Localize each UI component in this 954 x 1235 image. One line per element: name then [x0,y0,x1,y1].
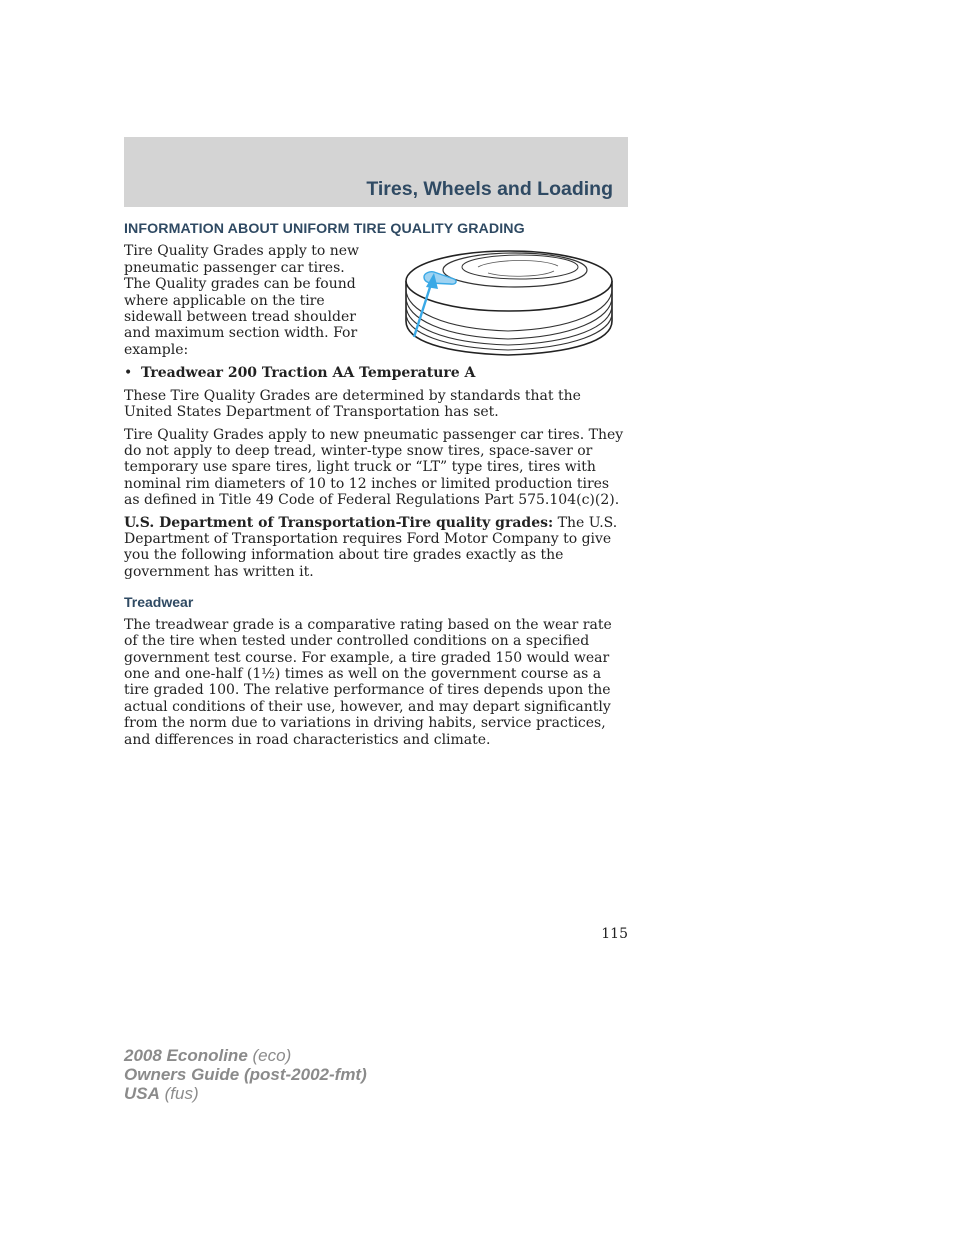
intro-row [124,243,628,361]
footer-line: USA (fus) [124,1084,199,1103]
footer-line: 2008 Econoline (eco) [124,1046,292,1065]
page-content [124,221,628,754]
example-grade-list [124,365,628,381]
treadwear-heading: Treadwear [124,594,194,611]
treadwear-paragraph: The treadwear grade is a comparative rating based on the wear rate of the tire when tested under controlled conditions on a specified government test course. For example, a tire graded 150 would wear one and one-half (1½) times as well on the government course as a tire graded 100. The relative performance of tires depends upon the actual conditions of their use, however, and may depart significantly from the norm due to variations in driving habits, service practices, and differences in road characteristics and climate. [124,616,612,748]
chapter-header [124,137,628,207]
body-paragraph: These Tire Quality Grades are determined by standards that the United States Department of Transportation has set. [124,387,581,421]
dot-note-paragraph [124,515,628,581]
intro-paragraph: Tire Quality Grades apply to new pneumatic passenger car tires. The Quality grades can be found where applicable on the tire sidewall between tread shoulder and maximum section width. For example: [124,243,360,358]
body-paragraph: Tire Quality Grades apply to new pneumatic passenger car tires. They do not apply to deep tread, winter-type snow tires, space-saver or temporary use spare tires, light truck or “LT” type tires, tires with nominal rim diameters of 10 to 12 inches or limited production tires as defined in Title 49 Code of Federal Regulations Part 575.104(c)(2). [124,426,624,509]
tire-sidewall-illustration-icon [402,247,620,357]
section-title: INFORMATION ABOUT UNIFORM TIRE QUALITY GRADING [124,221,525,237]
page-number: 115 [601,926,628,942]
footer-line: Owners Guide (post-2002-fmt) [124,1065,367,1084]
chapter-title: Tires, Wheels and Loading [366,178,613,200]
dot-note-lead: U.S. Department of Transportation-Tire quality grades: [124,514,554,531]
dot-note-text: The U.S. Department of Transportation requires Ford Motor Company to give you the following information about tire grades exactly as the government has written it. [124,514,618,580]
list-item: • Treadwear 200 Traction AA Temperature A [124,365,476,382]
document-footer [124,1046,367,1103]
